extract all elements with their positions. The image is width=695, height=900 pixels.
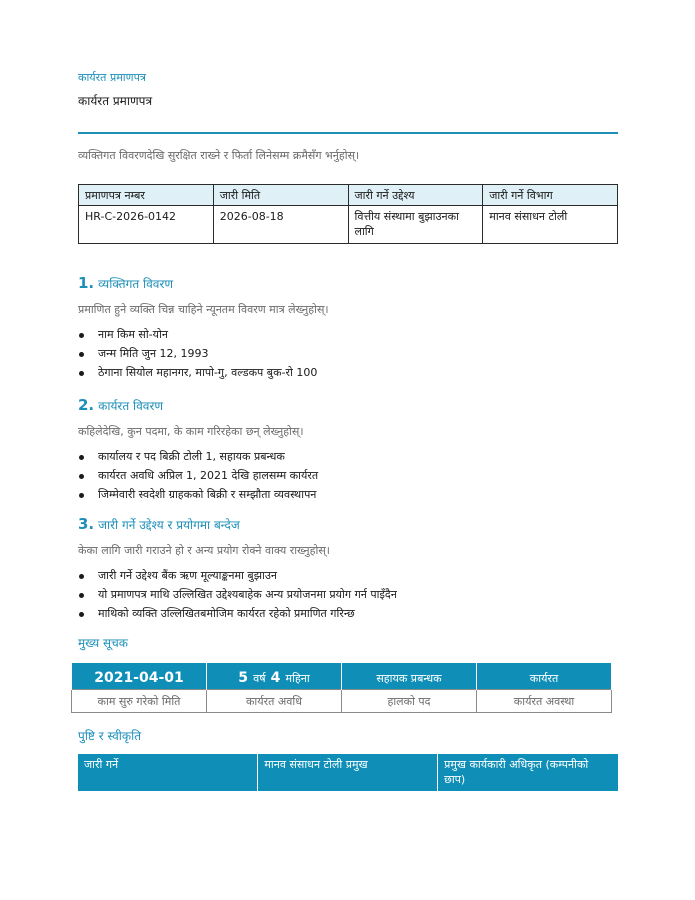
status-value: कार्यरत (529, 671, 559, 685)
list-item: कार्यालय र पद बिक्री टोली 1, सहायक प्रबन्धक (78, 447, 318, 466)
list-item: नाम किम सो-योन (78, 325, 317, 344)
section-1-list (78, 325, 317, 382)
section-1-title: व्यक्तिगत विवरण (98, 277, 174, 291)
issue-date: 2026-08-18 (213, 206, 348, 244)
section-2-number: 2. (78, 396, 95, 414)
signature-ceo-seal: प्रमुख कार्यकारी अधिकृत (कम्पनीको छाप) (438, 754, 618, 791)
header-issuing-department: जारी गर्ने विभाग (483, 185, 618, 206)
signature-hr-head: मानव संसाधन टोली प्रमुख (258, 754, 438, 791)
kpi-position (342, 663, 477, 690)
section-3-title: जारी गर्ने उद्देश्य र प्रयोगमा बन्देज (98, 518, 240, 532)
header-certificate-number: प्रमाणपत्र नम्बर (79, 185, 214, 206)
list-item: जिम्मेवारी स्वदेशी ग्राहकको बिक्री र सम्झौता व्यवस्थापन (78, 485, 318, 504)
start-date-value: 2021-04-01 (94, 669, 184, 686)
list-item: जन्म मिति जुन 12, 1993 (78, 344, 317, 363)
kpi-table (71, 662, 612, 713)
period-years-unit: वर्ष (253, 671, 266, 685)
section-3-hint: केका लागि जारी गराउने हो र अन्य प्रयोग रोक्ने वाक्य राख्नुहोस्। (78, 544, 330, 557)
intro-text: व्यक्तिगत विवरणदेखि सुरक्षित राख्ने र फिर्ता लिनेसम्म क्रमैसँग भर्नुहोस्। (78, 149, 360, 162)
section-2-title: कार्यरत विवरण (98, 399, 164, 413)
section-3-number: 3. (78, 515, 95, 533)
list-item: माथिको व्यक्ति उल्लिखितबमोजिम कार्यरत रहेको प्रमाणित गरिन्छ (78, 604, 397, 623)
period-years: 5 (238, 669, 248, 686)
section-3-heading (78, 515, 240, 533)
certificate-number: HR-C-2026-0142 (79, 206, 214, 244)
document-label: कार्यरत प्रमाणपत्र (78, 71, 146, 84)
position-value: सहायक प्रबन्धक (376, 671, 442, 685)
certificate-meta-table (78, 184, 618, 244)
title-divider (78, 132, 618, 134)
list-item: यो प्रमाणपत्र माथि उल्लिखित उद्देश्यबाहेक अन्य प्रयोजनमा प्रयोग गर्न पाइँदैन (78, 585, 397, 604)
kpi-heading: मुख्य सूचक (78, 636, 128, 650)
kpi-period (207, 663, 342, 690)
list-item: ठेगाना सियोल महानगर, मापो-गु, वल्डकप बुक-रो 100 (78, 363, 317, 382)
signature-table (78, 754, 618, 791)
list-item: कार्यरत अवधि अप्रिल 1, 2021 देखि हालसम्म कार्यरत (78, 466, 318, 485)
header-issue-date: जारी मिति (213, 185, 348, 206)
kpi-status (477, 663, 612, 690)
section-1-hint: प्रमाणित हुने व्यक्ति चिन्न चाहिने न्यूनतम विवरण मात्र लेख्नुहोस्। (78, 303, 329, 316)
list-item: जारी गर्ने उद्देश्य बैंक ऋण मूल्याङ्कनमा बुझाउन (78, 566, 397, 585)
section-3-list (78, 566, 397, 623)
signature-issuer: जारी गर्ने (78, 754, 258, 791)
section-2-heading (78, 396, 163, 414)
position-caption: हालको पद (342, 690, 477, 713)
document-title: कार्यरत प्रमाणपत्र (78, 94, 153, 108)
section-2-list (78, 447, 318, 504)
kpi-start-date (72, 663, 207, 690)
issuing-department: मानव संसाधन टोली (483, 206, 618, 244)
header-issue-purpose: जारी गर्ने उद्देश्य (348, 185, 483, 206)
signature-heading: पुष्टि र स्वीकृति (78, 729, 142, 743)
period-months-unit: महिना (285, 671, 310, 685)
section-1-number: 1. (78, 274, 95, 292)
issue-purpose: वित्तीय संस्थामा बुझाउनका लागि (348, 206, 483, 244)
section-2-hint: कहिलेदेखि, कुन पदमा, के काम गरिरहेका छन् लेख्नुहोस्। (78, 425, 304, 438)
status-caption: कार्यरत अवस्था (477, 690, 612, 713)
period-caption: कार्यरत अवधि (207, 690, 342, 713)
start-date-caption: काम सुरु गरेको मिति (72, 690, 207, 713)
period-months: 4 (270, 669, 281, 686)
section-1-heading (78, 274, 173, 292)
